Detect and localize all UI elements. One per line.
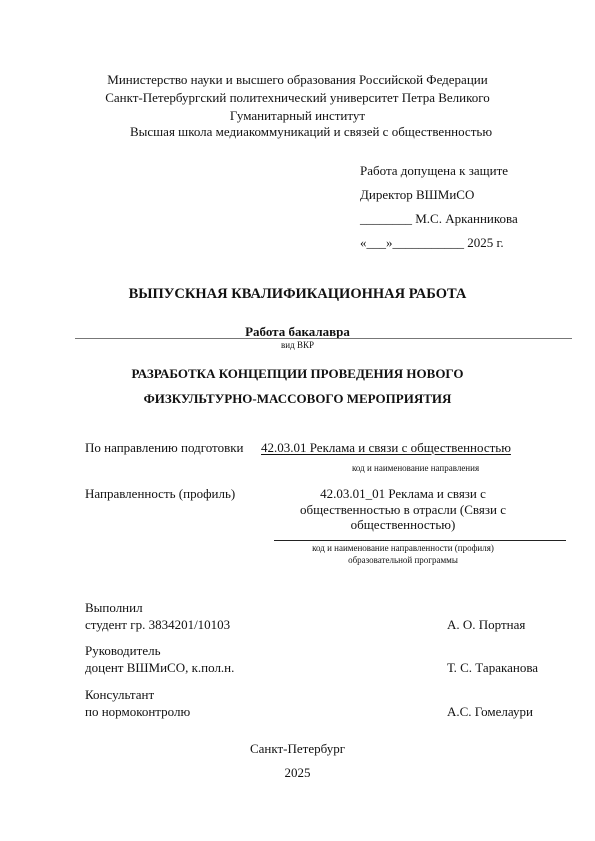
supervisor-role: Руководитель — [85, 643, 161, 658]
work-kind-underline — [75, 338, 572, 339]
performer-name: А. О. Портная — [447, 617, 526, 632]
supervisor-name: Т. С. Тараканова — [447, 660, 539, 675]
direction-value: 42.03.01 Реклама и связи с общественностью — [261, 440, 511, 455]
approval-signature: ________ М.С. Арканникова — [360, 211, 518, 226]
profile-label: Направленность (профиль) — [85, 486, 236, 501]
document-type-title: ВЫПУСКНАЯ КВАЛИФИКАЦИОННАЯ РАБОТА — [128, 286, 467, 302]
performer-group: студент гр. 3834201/10103 — [85, 617, 231, 632]
topic-line-1: РАЗРАБОТКА КОНЦЕПЦИИ ПРОВЕДЕНИЯ НОВОГО — [131, 366, 464, 381]
topic-line-2: ФИЗКУЛЬТУРНО-МАССОВОГО МЕРОПРИЯТИЯ — [143, 391, 452, 406]
profile-underline — [274, 540, 566, 541]
consultant-area: по нормоконтролю — [85, 704, 191, 719]
work-kind-value: Работа бакалавра — [245, 324, 350, 339]
profile-value-line-2: общественностью в отрасли (Связи с — [300, 502, 506, 517]
approval-date: «___»___________ 2025 г. — [360, 235, 504, 250]
direction-label: По направлению подготовки — [85, 440, 244, 455]
school-line: Высшая школа медиакоммуникаций и связей с общественностью — [130, 124, 493, 139]
direction-caption: код и наименование направления — [352, 463, 480, 473]
footer-city: Санкт-Петербург — [249, 741, 346, 756]
ministry-line: Министерство науки и высшего образования Российской Федерации — [107, 72, 488, 87]
consultant-role: Консультант — [85, 687, 155, 702]
university-line: Санкт-Петербургский политехнический университет Петра Великого — [105, 90, 490, 105]
profile-value-line-3: общественностью) — [350, 517, 456, 532]
profile-caption-line-1: код и наименование направленности (профиля) — [312, 543, 494, 553]
work-kind-caption: вид ВКР — [281, 340, 314, 350]
performer-role: Выполнил — [85, 600, 143, 615]
consultant-name: А.С. Гомелаури — [447, 704, 533, 719]
profile-value-line-1: 42.03.01_01 Реклама и связи с — [320, 486, 486, 501]
approval-director: Директор ВШМиСО — [360, 187, 475, 202]
approval-admitted: Работа допущена к защите — [360, 163, 509, 178]
institute-line: Гуманитарный институт — [229, 108, 366, 123]
supervisor-position: доцент ВШМиСО, к.пол.н. — [85, 660, 235, 675]
footer-year: 2025 — [284, 765, 311, 780]
profile-caption-line-2: образовательной программы — [348, 555, 458, 565]
